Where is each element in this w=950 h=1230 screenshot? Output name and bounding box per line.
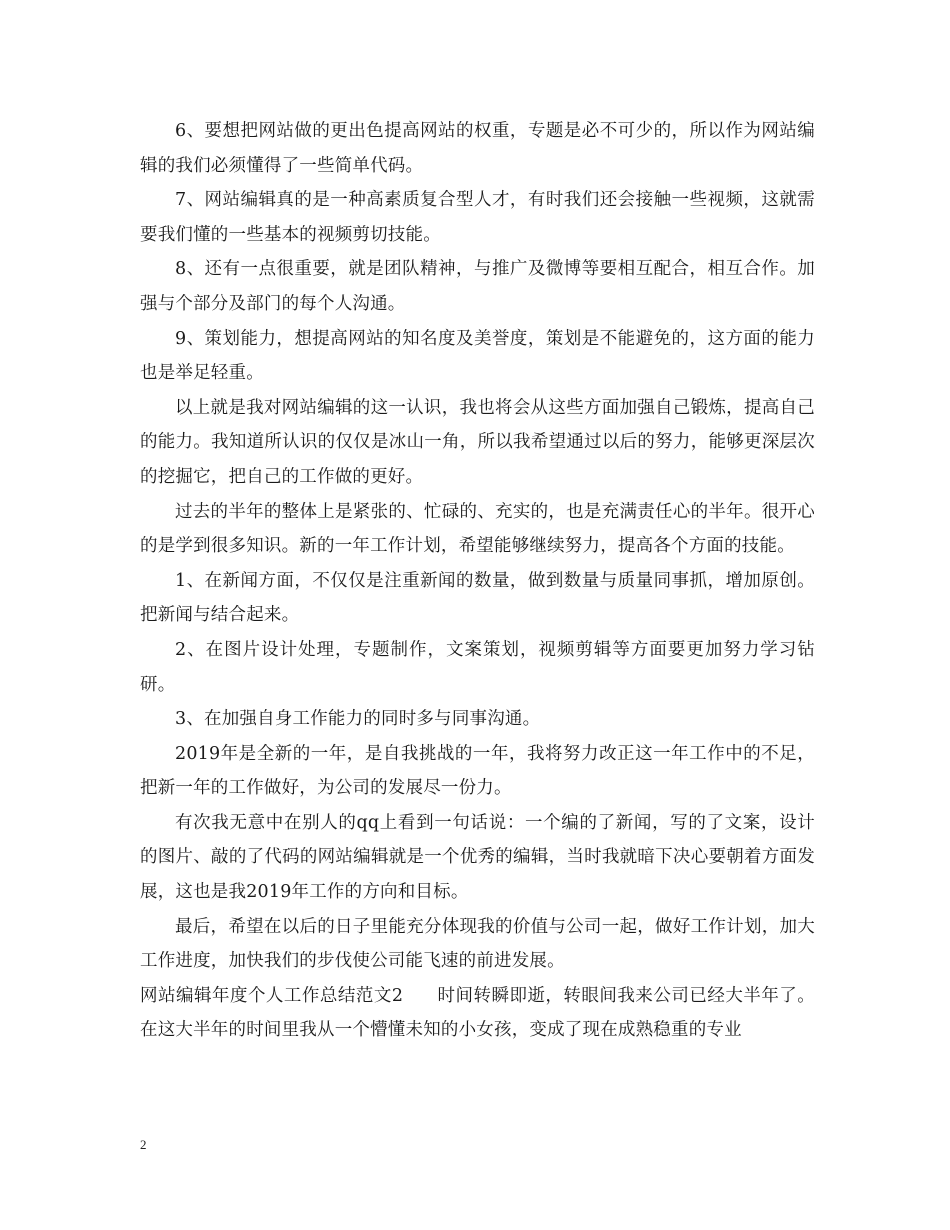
- paragraph-item-8: 8、还有一点很重要，就是团队精神，与推广及微博等要相互配合，相互合作。加强与个部分及部门的每个人沟通。: [140, 259, 815, 314]
- paragraph-item-6: 6、要想把网站做的更出色提高网站的权重，专题是必不可少的，所以作为网站编辑的我们必须懂得了一些简单代码。: [140, 121, 815, 176]
- next-article-text: 时间转瞬即逝，转眼间我来公司已经大半年了。在这大半年的时间里我从一个懵懂未知的小女孩，变成了现在成熟稳重的专业: [140, 985, 815, 1041]
- paragraph-summary: 以上就是我对网站编辑的这一认识，我也将会从这些方面加强自己锻炼，提高自己的能力。我知道所认识的仅仅是冰山一角，所以我希望通过以后的努力，能够更深层次的挖掘它，把自己的工作做的更好。: [140, 397, 815, 487]
- paragraph-plan-2: 2、在图片设计处理，专题制作，文案策划，视频剪辑等方面要更加努力学习钻研。: [140, 639, 815, 695]
- paragraph-inspiration: 有次我无意中在别人的qq上看到一句话说：一个编的了新闻，写的了文案，设计的图片、敲的了代码的网站编辑就是一个优秀的编辑，当时我就暗下决心要朝着方面发展，这也是我2019年工作的方向和目标。: [140, 812, 815, 903]
- paragraph-item-7: 7、网站编辑真的是一种高素质复合型人才，有时我们还会接触一些视频，这就需要我们懂的一些基本的视频剪切技能。: [140, 190, 815, 245]
- paragraph-plan-1: 1、在新闻方面，不仅仅是注重新闻的数量，做到数量与质量同事抓，增加原创。把新闻与结合起来。: [140, 570, 815, 626]
- document-body: [140, 114, 815, 1048]
- paragraph-half-year-review: 过去的半年的整体上是紧张的、忙碌的、充实的，也是充满责任心的半年。很开心的是学到很多知识。新的一年工作计划，希望能够继续努力，提高各个方面的技能。: [140, 501, 815, 557]
- page-number: 2: [140, 1137, 147, 1152]
- paragraph-item-9: 9、策划能力，想提高网站的知名度及美誉度，策划是不能避免的，这方面的能力也是举足轻重。: [140, 328, 815, 384]
- next-article-title: 网站编辑年度个人工作总结范文2: [140, 985, 404, 1006]
- paragraph-plan-3: 3、在加强自身工作能力的同时多与同事沟通。: [175, 709, 541, 730]
- next-article-paragraph: [140, 979, 815, 1048]
- paragraph-closing: 最后，希望在以后的日子里能充分体现我的价值与公司一起，做好工作计划，加大工作进度，加快我们的步伐使公司能飞速的前进发展。: [140, 916, 815, 972]
- paragraph-new-year: 2019年是全新的一年，是自我挑战的一年，我将努力改正这一年工作中的不足，把新一年的工作做好，为公司的发展尽一份力。: [140, 743, 815, 799]
